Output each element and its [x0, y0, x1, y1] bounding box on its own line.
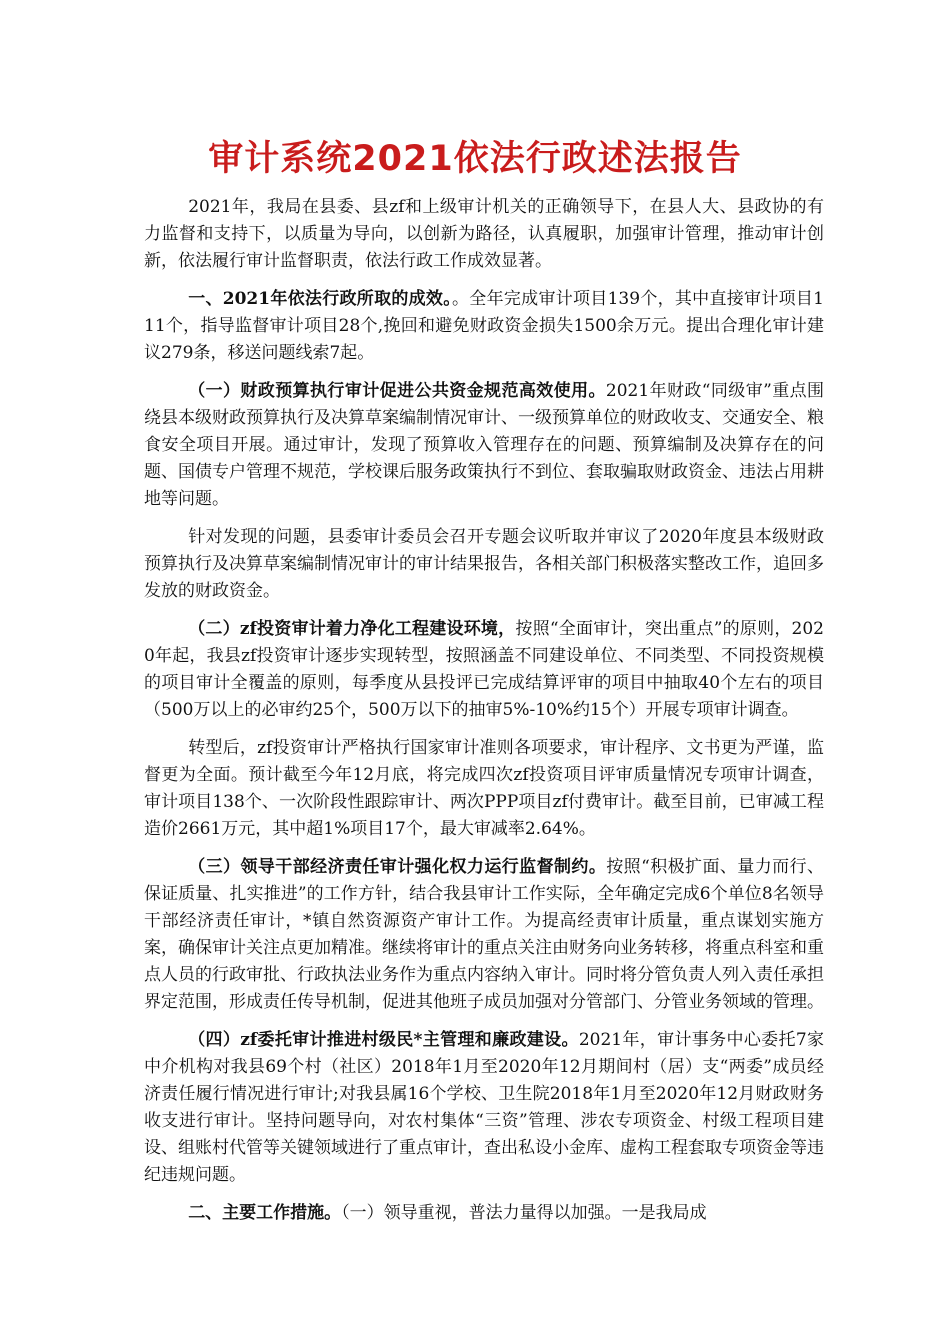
paragraph-text: 2021年，审计事务中心委托7家中介机构对我县69个村（社区）2018年1月至2020年12月期间村（居）支“两委”成员经济责任履行情况进行审计;对我县属16个学校、卫生院2018年1月至2020年12月财政财务收支进行审计。坚持问题导向，对农村集体“三资”管理、涉农专项资金、村级工程项目建设、组账村代管等关键领域进行了重点审计，查出私设小金库、虚构工程套取专项资金等违纪违规问题。 — [144, 1030, 824, 1185]
paragraph-text: 针对发现的问题，县委审计委员会召开专题会议听取并审议了2020年度县本级财政预算执行及决算草案编制情况审计的审计结果报告，各相关部门积极落实整改工作，追回多发放的财政资金。 — [144, 527, 824, 601]
paragraph-lead: （四）zf委托审计推进村级民*主管理和廉政建设。 — [188, 1030, 579, 1050]
paragraph-lead: 二、主要工作措施。 — [188, 1203, 342, 1223]
paragraph-section-two — [144, 1200, 824, 1227]
document-title: 审计系统2021依法行政述法报告 — [208, 139, 742, 179]
paragraph-subsection-2 — [144, 616, 824, 724]
paragraph-subsection-3 — [144, 854, 824, 1016]
paragraph-text: 2021年，我局在县委、县zf和上级审计机关的正确领导下，在县人大、县政协的有力监督和支持下，以质量为导向，以创新为路径，认真履职，加强审计管理，推动审计创新，依法履行审计监督职责，依法行政工作成效显著。 — [144, 197, 824, 271]
paragraph-body — [144, 524, 824, 605]
paragraph-lead: （二）zf投资审计着力净化工程建设环境， — [188, 619, 516, 639]
paragraph-subsection-4 — [144, 1027, 824, 1189]
paragraph-text: 按照“全面审计，突出重点”的原则，2020年起，我县zf投资审计逐步实现转型，按照涵盖不同建设单位、不同类型、不同投资规模的项目审计全覆盖的原则，每季度从县投评已完成结算评审的项目中抽取40个左右的项目（500万以上的必审约25个，500万以下的抽审5%-10%约15个）开展专项审计调查。 — [144, 619, 824, 720]
paragraph-lead: 一、2021年依法行政所取的成效。 — [188, 289, 453, 309]
paragraph-body — [144, 735, 824, 843]
paragraph-text: （一）领导重视，普法力量得以加强。一是我局成 — [341, 1203, 707, 1223]
paragraph-text: 按照“积极扩面、量力而行、保证质量、扎实推进”的工作方针，结合我县审计工作实际，全年确定完成6个单位8名领导干部经济责任审计，*镇自然资源资产审计工作。为提高经责审计质量，重点谋划实施方案，确保审计关注点更加精准。继续将审计的重点关注由财务向业务转移，将重点科室和重点人员的行政审批、行政执法业务作为重点内容纳入审计。同时将分管负责人列入责任承担界定范围，形成责任传导机制，促进其他班子成员加强对分管部门、分管业务领域的管理。 — [144, 857, 824, 1012]
paragraph-lead: （一）财政预算执行审计促进公共资金规范高效使用。 — [188, 381, 606, 401]
paragraph-text: 2021年财政“同级审”重点围绕县本级财政预算执行及决算草案编制情况审计、一级预算单位的财政收支、交通安全、粮食安全项目开展。通过审计，发现了预算收入管理存在的问题、预算编制及决算存在的问题、国债专户管理不规范，学校课后服务政策执行不到位、套取骗取财政资金、违法占用耕地等问题。 — [144, 381, 825, 509]
document-body — [144, 194, 824, 1238]
paragraph-lead: （三）领导干部经济责任审计强化权力运行监督制约。 — [188, 857, 607, 877]
paragraph-text: 转型后，zf投资审计严格执行国家审计准则各项要求，审计程序、文书更为严谨，监督更为全面。预计截至今年12月底，将完成四次zf投资项目评审质量情况专项审计调查，审计项目138个、一次阶段性跟踪审计、两次PPP项目zf付费审计。截至目前，已审减工程造价2661万元，其中超1%项目17个，最大审减率2.64%。 — [144, 738, 824, 839]
paragraph-subsection-1 — [144, 378, 824, 513]
paragraph-section-one — [144, 286, 824, 367]
paragraph-intro — [144, 194, 824, 275]
paragraph-text: 。全年完成审计项目139个，其中直接审计项目111个，指导监督审计项目28个,挽回和避免财政资金损失1500余万元。提出合理化审计建议279条，移送问题线索7起。 — [144, 289, 824, 363]
